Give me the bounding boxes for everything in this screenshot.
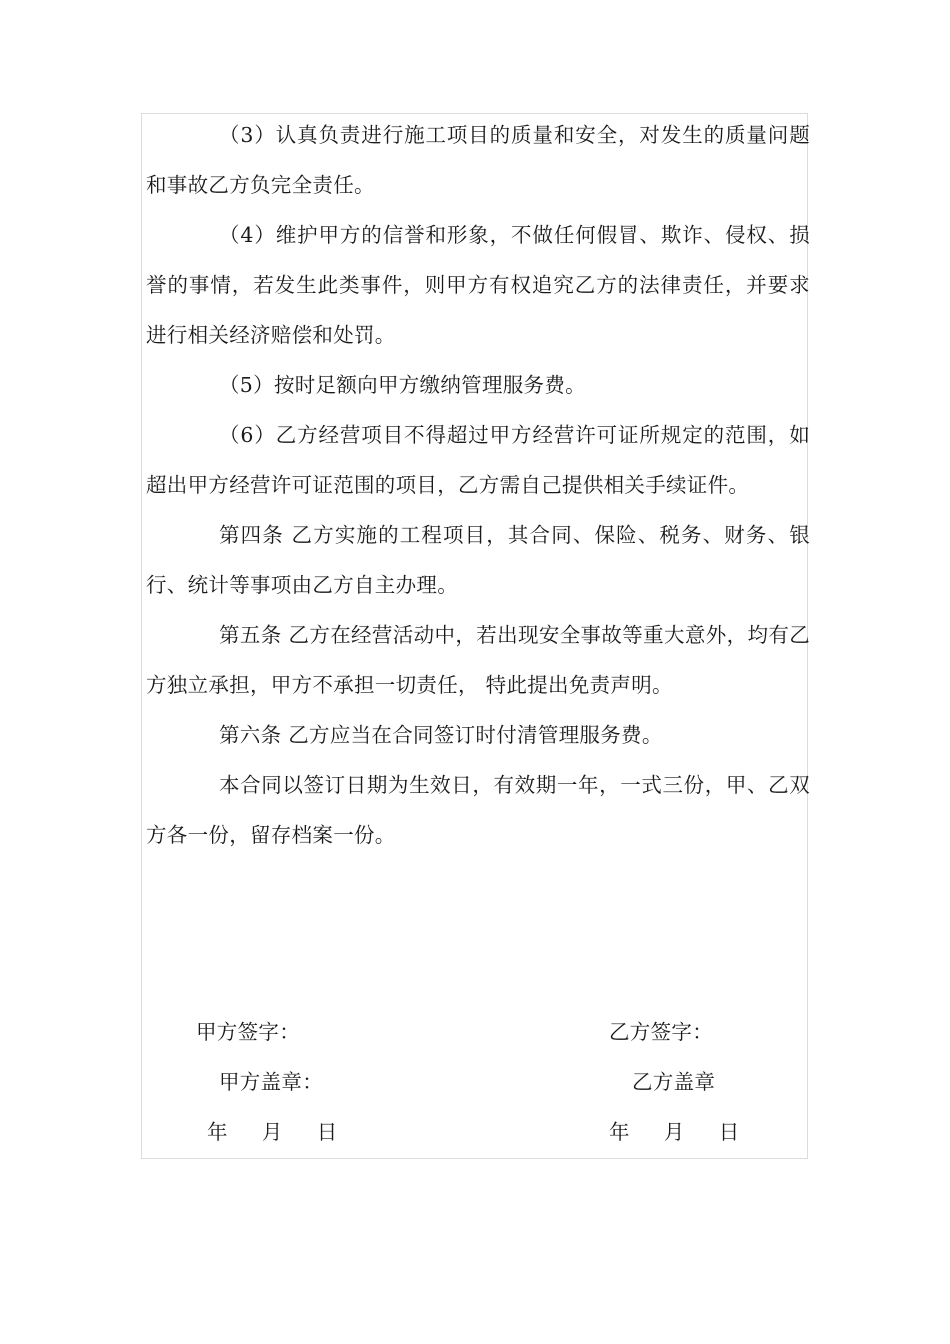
validity-clause: 本合同以签订日期为生效日，有效期一年，一式三份，甲、乙双方各一份，留存档案一份。 bbox=[146, 773, 810, 847]
article-6: 第六条 乙方应当在合同签订时付清管理服务费。 bbox=[219, 723, 663, 747]
clause-5: （5）按时足额向甲方缴纳管理服务费。 bbox=[219, 373, 586, 397]
party-b-date-label: 年 月 日 bbox=[609, 1120, 740, 1144]
article-5: 第五条 乙方在经营活动中，若出现安全事故等重大意外，均有乙方独立承担，甲方不承担一切责任， 特此提出免责声明。 bbox=[146, 623, 810, 697]
contract-body bbox=[146, 110, 810, 860]
party-b-signature-label: 乙方签字： bbox=[609, 1020, 713, 1044]
party-a-signature-label: 甲方签字： bbox=[196, 1020, 300, 1044]
clause-6: （6）乙方经营项目不得超过甲方经营许可证所规定的范围，如超出甲方经营许可证范围的项目，乙方需自己提供相关手续证件。 bbox=[146, 423, 810, 497]
clause-3: （3）认真负责进行施工项目的质量和安全，对发生的质量问题和事故乙方负完全责任。 bbox=[146, 123, 810, 197]
party-a-seal-label: 甲方盖章： bbox=[219, 1070, 323, 1094]
clause-4: （4）维护甲方的信誉和形象，不做任何假冒、欺诈、侵权、损誉的事情，若发生此类事件，则甲方有权追究乙方的法律责任，并要求进行相关经济赔偿和处罚。 bbox=[146, 223, 810, 347]
party-b-seal-label: 乙方盖章 bbox=[632, 1070, 716, 1094]
party-a-date-label: 年 月 日 bbox=[207, 1120, 338, 1144]
article-4: 第四条 乙方实施的工程项目，其合同、保险、税务、财务、银行、统计等事项由乙方自主办理。 bbox=[146, 523, 810, 597]
